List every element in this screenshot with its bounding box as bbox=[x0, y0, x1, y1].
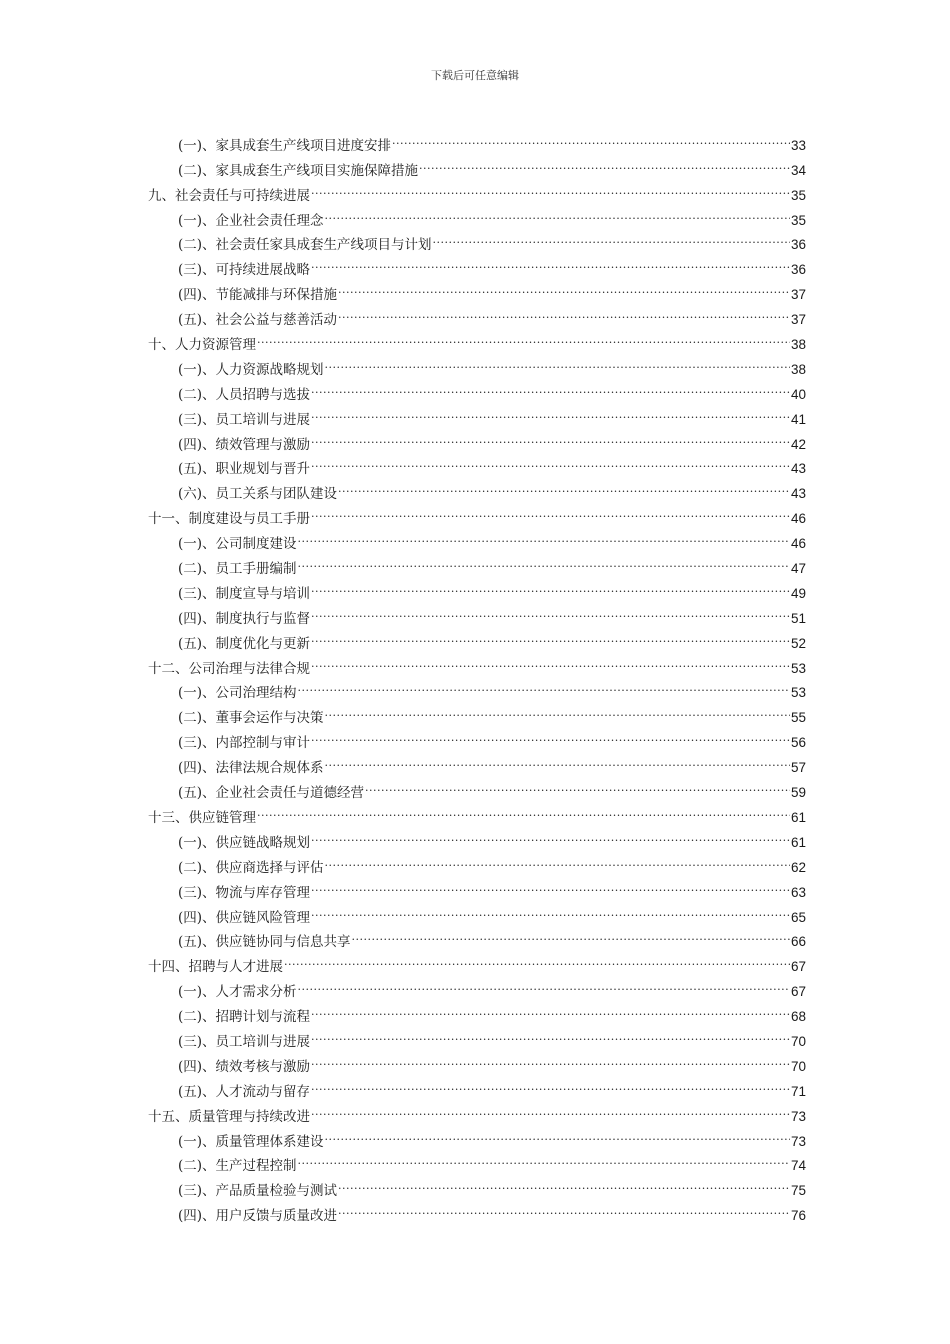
toc-dot-leader bbox=[325, 697, 790, 722]
toc-dot-leader bbox=[257, 324, 790, 349]
toc-dot-leader bbox=[311, 996, 790, 1021]
toc-page-number: 36 bbox=[790, 262, 806, 278]
toc-dot-leader bbox=[311, 1071, 790, 1096]
toc-entry-title: (三)、内部控制与审计 bbox=[178, 735, 311, 752]
toc-page-number: 49 bbox=[790, 585, 806, 601]
toc-dot-leader bbox=[433, 225, 790, 250]
toc-page-number: 76 bbox=[790, 1208, 806, 1224]
toc-dot-leader bbox=[311, 598, 790, 623]
toc-page-number: 55 bbox=[790, 710, 806, 726]
toc-dot-leader bbox=[311, 623, 790, 648]
toc-entry-title: (五)、制度优化与更新 bbox=[178, 635, 311, 652]
toc-dot-leader bbox=[311, 175, 790, 200]
toc-entry-title: (三)、可持续进展战略 bbox=[178, 262, 311, 279]
toc-entry-title: (一)、质量管理体系建设 bbox=[178, 1133, 324, 1150]
toc-entry-title: (四)、法律法规合规体系 bbox=[178, 760, 324, 777]
toc-page-number: 74 bbox=[790, 1158, 806, 1174]
toc-entry-title: (二)、社会责任家具成套生产线项目与计划 bbox=[178, 237, 432, 254]
toc-entry-title: (二)、员工手册编制 bbox=[178, 561, 297, 578]
toc-entry-title: 十四、招聘与人才进展 bbox=[148, 959, 283, 976]
toc-dot-leader bbox=[325, 200, 790, 225]
toc-dot-leader bbox=[298, 1146, 790, 1171]
toc-entry-title: (二)、生产过程控制 bbox=[178, 1158, 297, 1175]
toc-page-number: 46 bbox=[790, 511, 806, 527]
toc-dot-leader bbox=[352, 922, 790, 947]
toc-page-number: 73 bbox=[790, 1108, 806, 1124]
toc-entry-title: (五)、社会公益与慈善活动 bbox=[178, 312, 338, 329]
toc-entry-title: (三)、物流与库存管理 bbox=[178, 884, 311, 901]
toc-section-entry[interactable] bbox=[148, 125, 806, 154]
toc-dot-leader bbox=[325, 747, 790, 772]
toc-entry-title: (一)、供应链战略规划 bbox=[178, 834, 311, 851]
toc-entry-title: 十一、制度建设与员工手册 bbox=[148, 511, 310, 528]
toc-entry-title: (二)、招聘计划与流程 bbox=[178, 1009, 311, 1026]
toc-page-number: 63 bbox=[790, 884, 806, 900]
toc-page-number: 73 bbox=[790, 1133, 806, 1149]
toc-dot-leader bbox=[311, 399, 790, 424]
toc-page-number: 43 bbox=[790, 486, 806, 502]
toc-dot-leader bbox=[257, 797, 790, 822]
toc-page-number: 42 bbox=[790, 436, 806, 452]
toc-entry-title: 九、社会责任与可持续进展 bbox=[148, 187, 310, 204]
toc-dot-leader bbox=[311, 498, 790, 523]
toc-dot-leader bbox=[338, 1195, 790, 1220]
toc-entry-title: (四)、制度执行与监督 bbox=[178, 610, 311, 627]
toc-dot-leader bbox=[284, 946, 790, 971]
toc-entry-title: (一)、公司制度建设 bbox=[178, 536, 297, 553]
toc-dot-leader bbox=[325, 349, 790, 374]
toc-dot-leader bbox=[311, 1021, 790, 1046]
toc-dot-leader bbox=[298, 673, 790, 698]
toc-page-number: 59 bbox=[790, 785, 806, 801]
toc-page-number: 37 bbox=[790, 312, 806, 328]
toc-entry-title: (二)、家具成套生产线项目实施保障措施 bbox=[178, 162, 419, 179]
toc-dot-leader bbox=[298, 971, 790, 996]
toc-entry-title: (一)、家具成套生产线项目进度安排 bbox=[178, 137, 392, 154]
toc-dot-leader bbox=[298, 523, 790, 548]
toc-entry-title: (三)、产品质量检验与测试 bbox=[178, 1183, 338, 1200]
toc-page-number: 41 bbox=[790, 411, 806, 427]
toc-dot-leader bbox=[311, 573, 790, 598]
toc-page-number: 62 bbox=[790, 859, 806, 875]
toc-page-number: 51 bbox=[790, 610, 806, 626]
toc-dot-leader bbox=[419, 150, 790, 175]
toc-page-number: 52 bbox=[790, 635, 806, 651]
table-of-contents bbox=[148, 125, 806, 1225]
toc-page-number: 53 bbox=[790, 685, 806, 701]
toc-dot-leader bbox=[311, 822, 790, 847]
toc-page-number: 46 bbox=[790, 536, 806, 552]
toc-dot-leader bbox=[311, 249, 790, 274]
toc-dot-leader bbox=[338, 473, 790, 498]
toc-page-number: 67 bbox=[790, 984, 806, 1000]
toc-page-number: 70 bbox=[790, 1033, 806, 1049]
toc-page-number: 53 bbox=[790, 660, 806, 676]
toc-page-number: 71 bbox=[790, 1083, 806, 1099]
toc-page-number: 70 bbox=[790, 1058, 806, 1074]
toc-page-number: 65 bbox=[790, 909, 806, 925]
toc-entry-title: (一)、公司治理结构 bbox=[178, 685, 297, 702]
toc-entry-title: (四)、绩效考核与激励 bbox=[178, 1058, 311, 1075]
toc-entry-title: (五)、人才流动与留存 bbox=[178, 1083, 311, 1100]
toc-entry-title: (五)、企业社会责任与道德经营 bbox=[178, 785, 365, 802]
toc-entry-title: (三)、员工培训与进展 bbox=[178, 411, 311, 428]
toc-page-number: 38 bbox=[790, 337, 806, 353]
toc-page-number: 75 bbox=[790, 1183, 806, 1199]
toc-page-number: 61 bbox=[790, 809, 806, 825]
toc-entry-title: (二)、人员招聘与选拔 bbox=[178, 386, 311, 403]
toc-page-number: 67 bbox=[790, 959, 806, 975]
toc-page-number: 38 bbox=[790, 361, 806, 377]
toc-entry-title: (一)、企业社会责任理念 bbox=[178, 212, 324, 229]
toc-entry-title: (四)、用户反馈与质量改进 bbox=[178, 1208, 338, 1225]
toc-page-number: 33 bbox=[790, 137, 806, 153]
toc-entry-title: 十二、公司治理与法律合规 bbox=[148, 660, 310, 677]
toc-entry-title: (三)、员工培训与进展 bbox=[178, 1033, 311, 1050]
toc-dot-leader bbox=[298, 548, 790, 573]
toc-dot-leader bbox=[311, 1046, 790, 1071]
toc-entry-title: (一)、人才需求分析 bbox=[178, 984, 297, 1001]
toc-dot-leader bbox=[311, 424, 790, 449]
toc-entry-title: (二)、供应商选择与评估 bbox=[178, 859, 324, 876]
page-header: 下载后可任意编辑 bbox=[431, 69, 519, 82]
toc-entry-title: 十、人力资源管理 bbox=[148, 337, 256, 354]
toc-page-number: 56 bbox=[790, 735, 806, 751]
toc-entry-title: 十五、质量管理与持续改进 bbox=[148, 1108, 310, 1125]
toc-entry-title: (五)、供应链协同与信息共享 bbox=[178, 934, 351, 951]
toc-entry-title: (二)、董事会运作与决策 bbox=[178, 710, 324, 727]
toc-page-number: 35 bbox=[790, 212, 806, 228]
toc-entry-title: (五)、职业规划与晋升 bbox=[178, 461, 311, 478]
toc-dot-leader bbox=[338, 274, 790, 299]
toc-entry-title: (六)、员工关系与团队建设 bbox=[178, 486, 338, 503]
toc-entry-title: (四)、节能减排与环保措施 bbox=[178, 287, 338, 304]
toc-entry-title: (四)、供应链风险管理 bbox=[178, 909, 311, 926]
toc-dot-leader bbox=[325, 1121, 790, 1146]
toc-page-number: 36 bbox=[790, 237, 806, 253]
toc-dot-leader bbox=[311, 449, 790, 474]
toc-page-number: 35 bbox=[790, 187, 806, 203]
toc-page-number: 37 bbox=[790, 287, 806, 303]
toc-dot-leader bbox=[338, 299, 790, 324]
toc-page-number: 34 bbox=[790, 162, 806, 178]
toc-dot-leader bbox=[311, 1096, 790, 1121]
toc-dot-leader bbox=[311, 374, 790, 399]
toc-dot-leader bbox=[325, 847, 790, 872]
toc-page-number: 68 bbox=[790, 1009, 806, 1025]
toc-entry-title: (四)、绩效管理与激励 bbox=[178, 436, 311, 453]
toc-entry-title: (三)、制度宣导与培训 bbox=[178, 585, 311, 602]
toc-page-number: 61 bbox=[790, 834, 806, 850]
toc-dot-leader bbox=[365, 772, 790, 797]
toc-dot-leader bbox=[311, 722, 790, 747]
toc-page-number: 66 bbox=[790, 934, 806, 950]
toc-dot-leader bbox=[311, 648, 790, 673]
toc-dot-leader bbox=[338, 1170, 790, 1195]
toc-page-number: 43 bbox=[790, 461, 806, 477]
toc-entry-title: (一)、人力资源战略规划 bbox=[178, 361, 324, 378]
toc-dot-leader bbox=[392, 125, 790, 150]
toc-entry-title: 十三、供应链管理 bbox=[148, 809, 256, 826]
toc-dot-leader bbox=[311, 897, 790, 922]
toc-page-number: 47 bbox=[790, 561, 806, 577]
toc-dot-leader bbox=[311, 872, 790, 897]
toc-page-number: 57 bbox=[790, 760, 806, 776]
toc-page-number: 40 bbox=[790, 386, 806, 402]
